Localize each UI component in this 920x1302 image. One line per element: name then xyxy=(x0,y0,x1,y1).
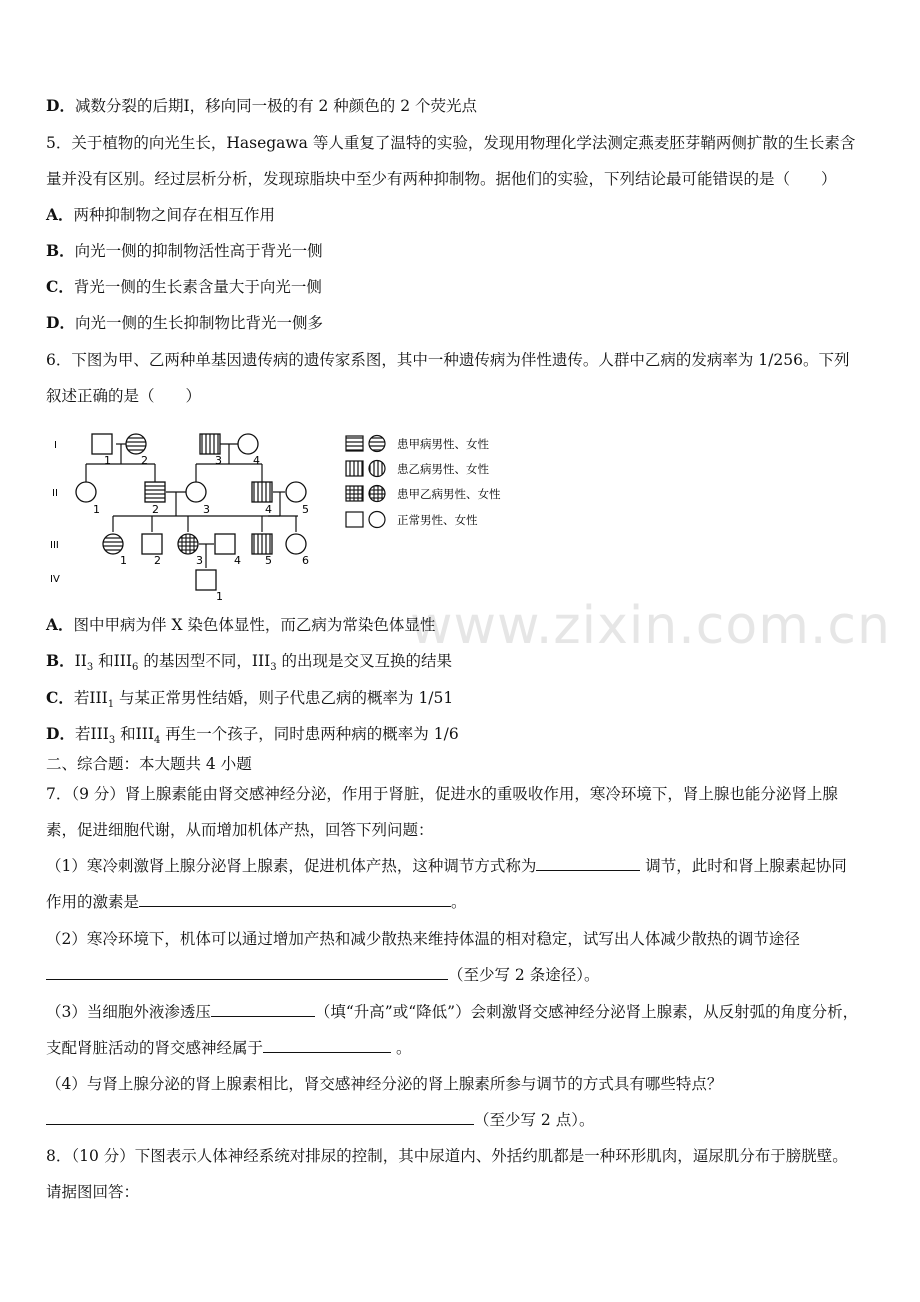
option-text: 向光一侧的抑制物活性高于背光一侧 xyxy=(74,242,323,260)
option-letter: C． xyxy=(46,277,74,296)
legend-disease-a-female xyxy=(369,436,385,452)
answer-blank[interactable] xyxy=(536,856,640,871)
option-text: 两种抑制物之间存在相互作用 xyxy=(73,206,276,224)
individual-number: 4 xyxy=(265,503,272,516)
q5-option-b xyxy=(46,241,886,261)
q6-option-c xyxy=(46,688,886,715)
answer-blank[interactable] xyxy=(46,1110,474,1125)
q5-option-c xyxy=(46,277,886,297)
individual-number: 2 xyxy=(154,554,161,567)
generation-label: III xyxy=(50,540,59,551)
legend-both-diseases-female xyxy=(369,486,385,502)
q5-option-d xyxy=(46,313,886,333)
option-text-part: 若III xyxy=(73,689,108,707)
option-letter: A． xyxy=(46,205,74,224)
legend-both-diseases-label: 患甲乙病男性、女性 xyxy=(397,487,501,501)
q7-part4-line1: （4）与肾上腺分泌的肾上腺素相比，肾交感神经分泌的肾上腺素所参与调节的方式具有哪些特点？ xyxy=(46,1075,723,1093)
q7-part3-line2 xyxy=(46,1038,886,1058)
pedigree-I4-normal-female xyxy=(238,434,258,454)
legend-normal-male xyxy=(346,512,363,527)
individual-number: 1 xyxy=(93,503,100,516)
q6-stem-line2: 叙述正确的是（ ） xyxy=(46,387,202,405)
individual-number: 5 xyxy=(265,554,272,567)
generation-label: II xyxy=(52,488,58,499)
q7-part3-text: 。 xyxy=(391,1039,412,1057)
legend-normal-label: 正常男性、女性 xyxy=(397,513,478,527)
option-text-part: 的基因型不同，III xyxy=(138,652,271,670)
legend-disease-b-female xyxy=(369,461,385,477)
q8-stem-line1: 8．（10 分）下图表示人体神经系统对排尿的控制，其中尿道内、外括约肌都是一种环形肌肉，逼尿肌分布于膀胱壁。 xyxy=(46,1147,848,1165)
q7-stem-line1: 7．（9 分）肾上腺素能由肾交感神经分泌，作用于肾脏，促进水的重吸收作用，寒冷环境下，肾上腺也能分泌肾上腺 xyxy=(46,785,838,803)
individual-number: 1 xyxy=(104,454,111,467)
option-letter: D． xyxy=(46,96,75,115)
q7-part4-text: （至少写 2 点）。 xyxy=(474,1111,595,1129)
q7-part2-text: （至少写 2 条途径）。 xyxy=(448,966,600,984)
q7-part2-line1: （2）寒冷环境下，机体可以通过增加产热和减少散热来维持体温的相对稳定，试写出人体减少散热的调节途径 xyxy=(46,930,800,948)
pedigree-II2-male-disease-a xyxy=(145,482,165,502)
pedigree-I1-normal-male xyxy=(92,434,112,454)
q7-part4-line2 xyxy=(46,1110,886,1130)
legend-disease-b-label: 患乙病男性、女性 xyxy=(397,462,489,476)
pedigree-diagram xyxy=(40,420,540,605)
option-text-part: II xyxy=(74,652,87,670)
q5-stem-line1: 5．关于植物的向光生长，Hasegawa 等人重复了温特的实验，发现用物理化学法测定燕麦胚芽鞘两侧扩散的生长素含 xyxy=(46,134,856,152)
legend-both-diseases-male xyxy=(346,486,363,501)
answer-blank[interactable] xyxy=(139,892,451,907)
q7-part2-line2 xyxy=(46,965,886,985)
subscript: 6 xyxy=(132,662,139,674)
pedigree-III5-male-disease-b xyxy=(252,534,272,554)
pedigree-III2-normal-male xyxy=(142,534,162,554)
option-letter: D． xyxy=(46,313,75,332)
option-letter: B． xyxy=(46,651,75,670)
q6-option-a xyxy=(46,615,886,635)
generation-label: I xyxy=(54,440,57,451)
option-text-part: 再生一个孩子，同时患两种病的概率为 1/6 xyxy=(160,725,459,743)
q4-option-d xyxy=(46,96,886,116)
generation-label: IV xyxy=(50,574,60,585)
q6-option-d xyxy=(46,724,886,751)
option-text: 向光一侧的生长抑制物比背光一侧多 xyxy=(74,314,323,332)
q7-part1-text: （1）寒冷刺激肾上腺分泌肾上腺素，促进机体产热，这种调节方式称为 xyxy=(46,857,537,875)
pedigree-II1-normal-female xyxy=(76,482,96,502)
pedigree-IV1-normal-male xyxy=(196,570,216,590)
q7-part3-text: （填“升高”或“降低”）会刺激肾交感神经分泌肾上腺素，从反射弧的角度分析， xyxy=(314,1003,859,1021)
option-letter: B． xyxy=(46,241,75,260)
option-text: 图中甲病为伴 X 染色体显性，而乙病为常染色体显性 xyxy=(73,616,436,634)
option-text: 减数分裂的后期Ⅰ，移向同一极的有 2 种颜色的 2 个荧光点 xyxy=(74,97,478,115)
individual-number: 6 xyxy=(302,554,309,567)
q7-part3-line1 xyxy=(46,1002,886,1022)
q5-stem-line2: 量并没有区别。经过层析分析，发现琼脂块中至少有两种抑制物。据他们的实验，下列结论最可能错误的是（ ） xyxy=(46,170,837,188)
option-text: 背光一侧的生长素含量大于向光一侧 xyxy=(73,278,322,296)
answer-blank[interactable] xyxy=(263,1038,391,1053)
individual-number: 5 xyxy=(302,503,309,516)
legend-disease-b-male xyxy=(346,461,363,476)
option-letter: C． xyxy=(46,688,74,707)
subscript: 3 xyxy=(86,662,94,674)
individual-number: 3 xyxy=(203,503,210,516)
q7-part3-text: （3）当细胞外液渗透压 xyxy=(46,1003,211,1021)
option-letter: A． xyxy=(46,615,74,634)
q6-stem-line1: 6．下图为甲、乙两种单基因遗传病的遗传家系图，其中一种遗传病为伴性遗传。人群中乙病的发病率为 1/256。下列 xyxy=(46,351,850,369)
pedigree-II5-normal-female xyxy=(286,482,306,502)
individual-number: 2 xyxy=(141,454,148,467)
pedigree-III1-female-disease-a xyxy=(103,534,123,554)
q7-part1-text: 。 xyxy=(451,893,467,911)
pedigree-II3-normal-female xyxy=(186,482,206,502)
legend-normal-female xyxy=(369,512,385,528)
option-letter: D． xyxy=(46,724,75,743)
answer-blank[interactable] xyxy=(46,965,448,980)
individual-number: 1 xyxy=(216,590,223,603)
individual-number: 3 xyxy=(215,454,222,467)
pedigree-III6-normal-female xyxy=(286,534,306,554)
pedigree-I2-female-disease-a xyxy=(126,434,146,454)
subscript: 3 xyxy=(108,735,116,747)
pedigree-II4-male-disease-b xyxy=(252,482,272,502)
q7-part1-text: 作用的激素是 xyxy=(46,893,140,911)
q7-stem-line2: 素，促进细胞代谢，从而增加机体产热，回答下列问题： xyxy=(46,821,434,839)
q7-part1-text: 调节，此时和肾上腺素起协同 xyxy=(640,857,847,875)
individual-number: 3 xyxy=(196,554,203,567)
q8-stem-line2: 请据图回答： xyxy=(46,1183,140,1201)
answer-blank[interactable] xyxy=(211,1002,315,1017)
subscript: 1 xyxy=(107,699,115,711)
legend-disease-a-male xyxy=(346,436,363,451)
pedigree-I3-male-disease-b xyxy=(200,434,220,454)
individual-number: 2 xyxy=(152,503,159,516)
option-text-part: 和III xyxy=(115,725,154,743)
individual-number: 4 xyxy=(234,554,241,567)
q7-part1-line1 xyxy=(46,856,886,876)
watermark: www.zixin.com.cn xyxy=(410,596,891,656)
individual-number: 4 xyxy=(253,454,260,467)
individual-number: 1 xyxy=(120,554,127,567)
pedigree-III4-normal-male xyxy=(215,534,235,554)
pedigree-III3-female-both-diseases xyxy=(178,534,198,554)
legend-disease-a-label: 患甲病男性、女性 xyxy=(397,437,489,451)
q7-part3-text: 支配肾脏活动的肾交感神经属于 xyxy=(46,1039,264,1057)
option-text-part: 和III xyxy=(93,652,133,670)
subscript: 3 xyxy=(270,662,277,674)
q5-option-a xyxy=(46,205,886,225)
q6-option-b xyxy=(46,651,886,678)
option-text-part: 的出现是交叉互换的结果 xyxy=(276,652,453,670)
section-heading: 二、综合题：本大题共 4 小题 xyxy=(46,755,252,773)
q7-part1-line2 xyxy=(46,892,886,912)
option-text-part: 若III xyxy=(74,725,109,743)
option-text-part: 与某正常男性结婚，则子代患乙病的概率为 1/51 xyxy=(114,689,454,707)
subscript: 4 xyxy=(154,735,161,747)
